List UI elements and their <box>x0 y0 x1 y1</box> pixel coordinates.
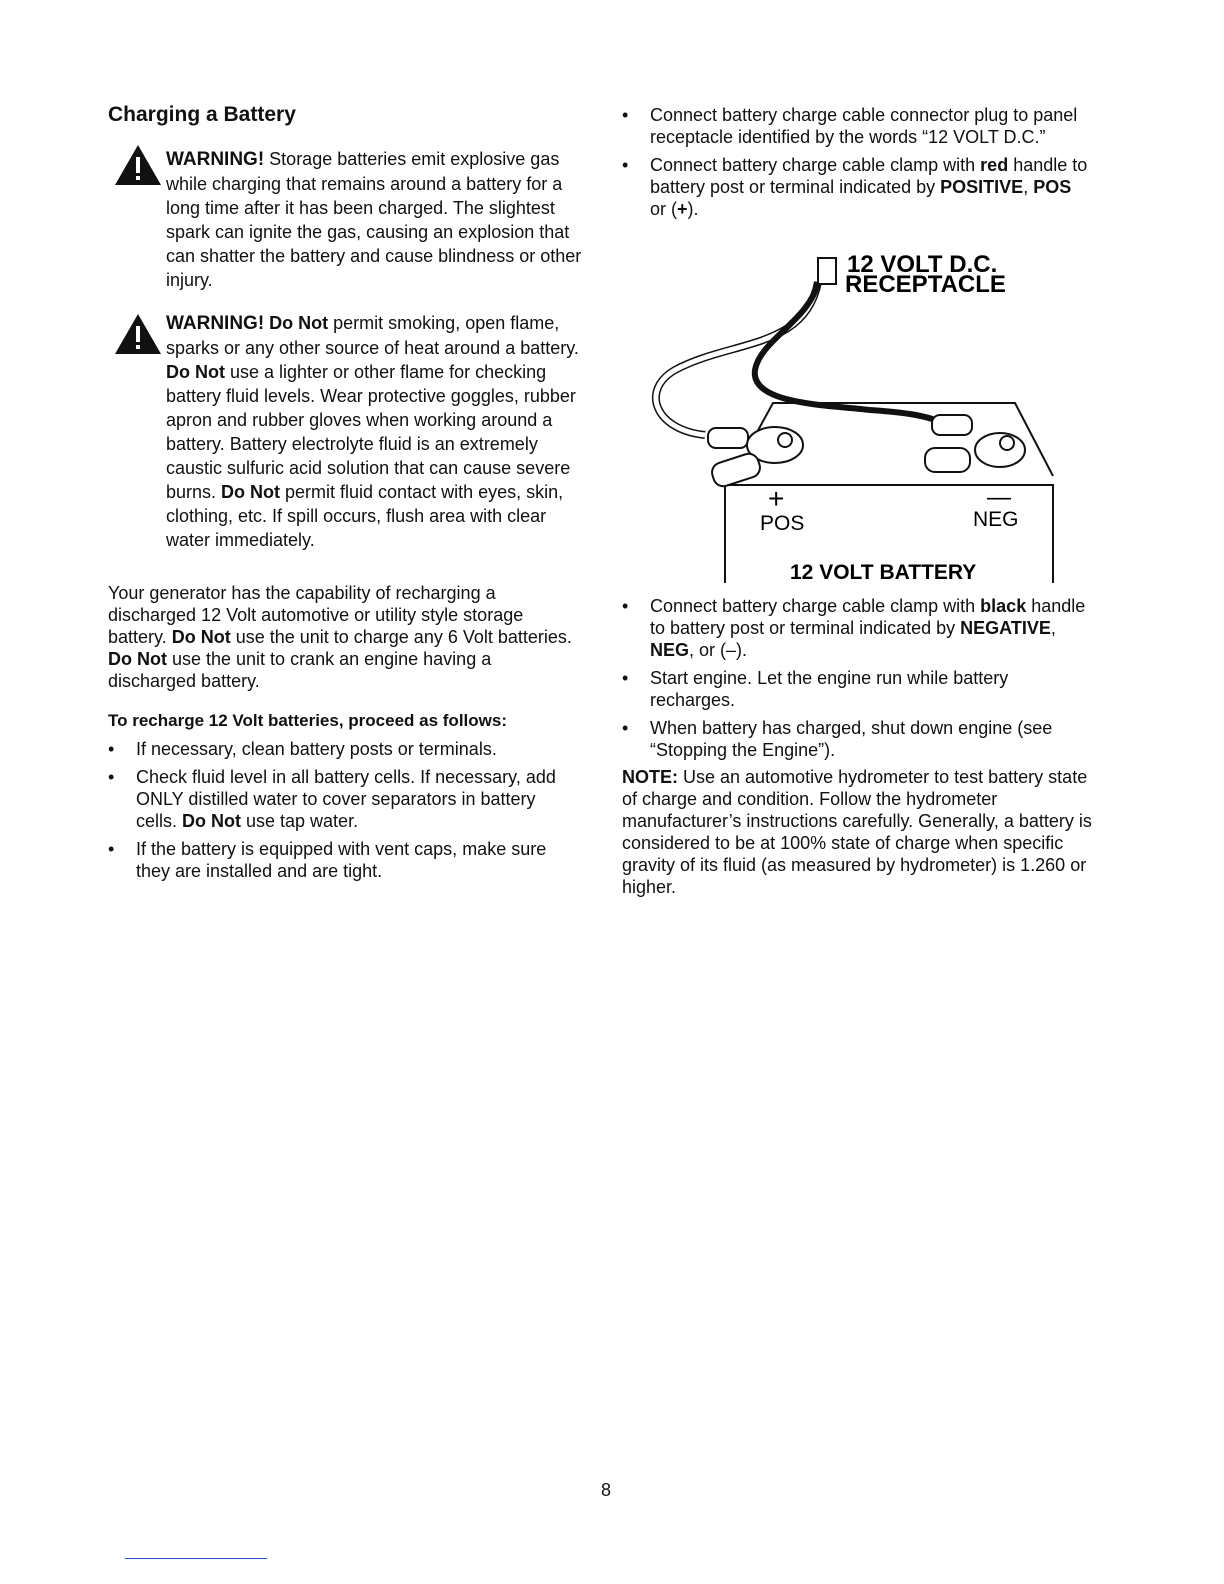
list-item <box>108 838 570 882</box>
emphasis: POSITIVE <box>940 177 1024 197</box>
emphasis: + <box>677 199 688 219</box>
intro-paragraph <box>108 582 578 692</box>
text: use tap water. <box>241 811 359 831</box>
note-text: Use an automotive hydrometer to test battery state of charge and condition. Follow the hydrometer manufacturer’s instructions carefully. Generally, a battery is considered to be at 100% state of charge when specific gravity of its fluid (as measured by hydrometer) is 1.260 or higher. <box>622 767 1092 897</box>
pos-label: POS <box>760 512 805 535</box>
battery-connection-diagram <box>640 240 1070 590</box>
page-number: 8 <box>601 1480 612 1500</box>
bullet: • <box>622 155 629 175</box>
bullet: • <box>622 596 629 616</box>
connector-plug <box>818 258 836 284</box>
bullet: • <box>108 767 115 787</box>
bullet: • <box>108 839 115 859</box>
text: When battery has charged, shut down engine (see “Stopping the Engine”). <box>650 718 1053 760</box>
list-item <box>108 766 570 832</box>
bullet: • <box>622 718 629 738</box>
footer-rule <box>125 1558 267 1559</box>
text: , <box>1050 618 1056 638</box>
emphasis: NEG <box>650 640 690 660</box>
list-item <box>622 154 1092 220</box>
plus-symbol: + <box>768 483 785 514</box>
positive-cable <box>656 282 818 435</box>
subheading: To recharge 12 Volt batteries, proceed as follows: <box>108 711 507 730</box>
neg-label: NEG <box>973 508 1019 531</box>
text: If necessary, clean battery posts or terminals. <box>136 739 497 759</box>
warning-text: use a lighter or other flame for checking battery fluid levels. Wear protective goggles, rubber apron and rubber gloves when working around a battery. Battery electrolyte fluid is an extremely caustic sulfuric acid solution that can cause severe burns. <box>166 362 576 502</box>
text: Connect battery charge cable clamp with <box>650 596 981 616</box>
emphasis: NEGATIVE <box>960 618 1051 638</box>
emphasis: Do Not <box>269 313 329 333</box>
text: handle to battery post or terminal indicated by <box>650 155 1088 197</box>
warning-text: Storage batteries emit explosive gas while charging that remains around a battery for a long time after it has been charged. The slightest spark can ignite the gas, causing an explosion that can shatter the battery and cause blindness or other injury. <box>166 149 582 290</box>
list-item <box>622 595 1097 661</box>
text: Your generator has the capability of recharging a discharged 12 Volt automotive or utility style storage battery. <box>108 583 524 647</box>
note-label: NOTE: <box>622 767 678 787</box>
list-item <box>622 104 1092 148</box>
right-bullet-list-2 <box>622 595 1097 767</box>
text: ). <box>687 199 699 219</box>
section-title: Charging a Battery <box>108 103 296 126</box>
left-bullet-list <box>108 738 570 888</box>
text: use the unit to crank an engine having a discharged battery. <box>108 649 492 691</box>
right-bullet-list-1 <box>622 104 1092 226</box>
warning-label: WARNING! <box>166 149 265 170</box>
bullet: • <box>622 105 629 125</box>
note-paragraph <box>622 766 1097 898</box>
emphasis: Do Not <box>182 811 241 831</box>
list-item <box>108 738 570 760</box>
text: , or (–). <box>689 640 748 660</box>
text: Start engine. Let the engine run while battery recharges. <box>650 668 1009 710</box>
negative-cable <box>755 282 940 422</box>
warning-1 <box>166 147 594 292</box>
emphasis: Do Not <box>166 362 225 382</box>
receptacle-label-2: RECEPTACLE <box>845 271 1006 298</box>
text: Check fluid level in all battery cells. If necessary, add ONLY distilled water to cover separators in battery cells. <box>136 767 556 831</box>
text: use the unit to charge any 6 Volt batteries. <box>230 627 572 647</box>
emphasis: Do Not <box>108 649 167 669</box>
receptacle-label-1: 12 VOLT D.C. <box>847 251 998 278</box>
text: If the battery is equipped with vent caps, make sure they are installed and are tight. <box>136 839 547 881</box>
text: , <box>1023 177 1034 197</box>
warning-triangle-icon <box>113 312 163 356</box>
list-item <box>622 717 1097 761</box>
emphasis: POS <box>1033 177 1072 197</box>
text: or ( <box>650 199 677 219</box>
text: Connect battery charge cable connector plug to panel receptacle identified by the words “12 VOLT D.C.” <box>650 105 1078 147</box>
warning-text: permit fluid contact with eyes, skin, clothing, etc. If spill occurs, flush area with clear water immediately. <box>166 482 564 550</box>
warning-label: WARNING! <box>166 313 265 334</box>
text: Connect battery charge cable clamp with <box>650 155 981 175</box>
warning-text: permit smoking, open flame, sparks or any other source of heat around a battery. <box>166 313 579 358</box>
warning-2 <box>166 311 594 552</box>
emphasis: black <box>980 596 1027 616</box>
bullet: • <box>622 668 629 688</box>
text: handle to battery post or terminal indicated by <box>650 596 1086 638</box>
warning-triangle-icon <box>113 143 163 187</box>
battery-label: 12 VOLT BATTERY <box>790 561 977 584</box>
minus-symbol: — <box>987 484 1011 511</box>
emphasis: Do Not <box>171 627 231 647</box>
list-item <box>622 667 1097 711</box>
emphasis: red <box>980 155 1009 175</box>
bullet: • <box>108 739 115 759</box>
emphasis: Do Not <box>221 482 281 502</box>
